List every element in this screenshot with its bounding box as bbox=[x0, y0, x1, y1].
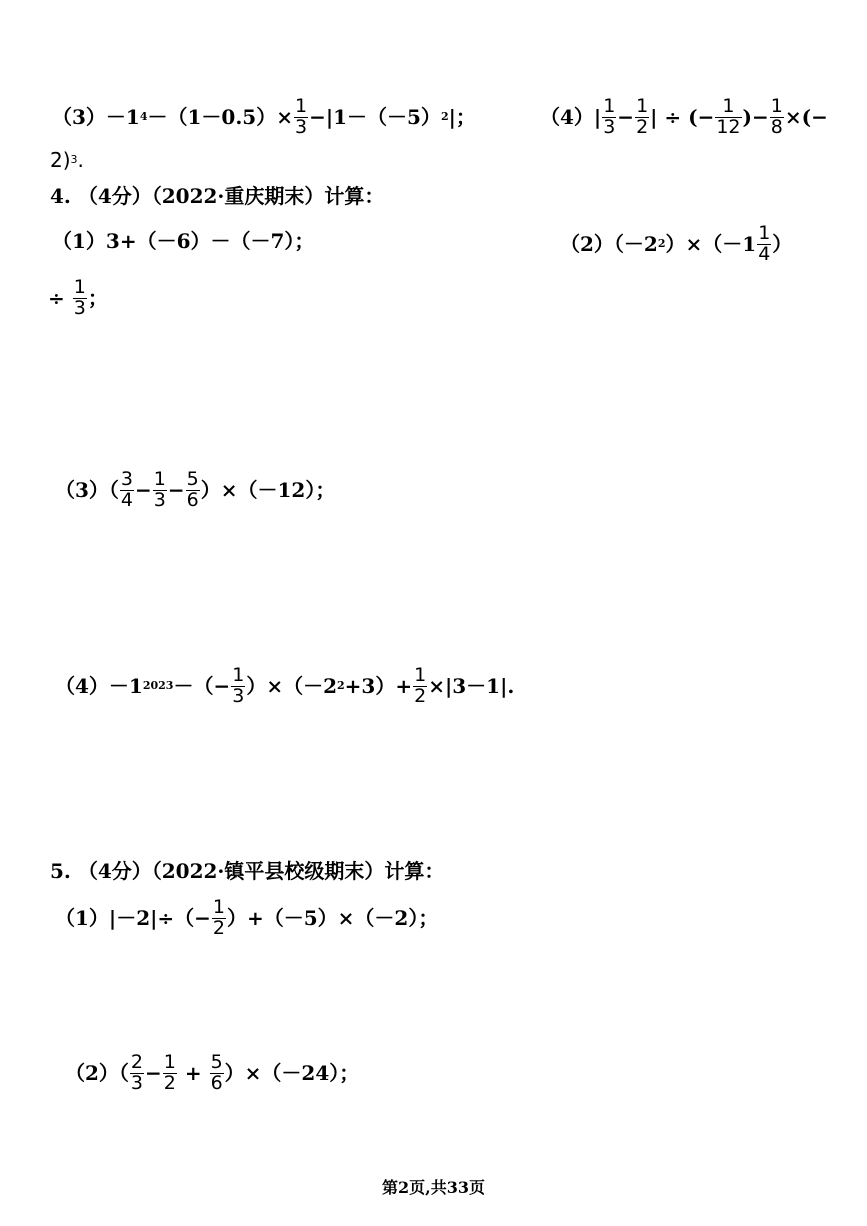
denominator: 4 bbox=[758, 242, 771, 265]
denominator: 2 bbox=[414, 684, 427, 707]
denominator: 6 bbox=[210, 1071, 223, 1094]
fraction bbox=[757, 224, 771, 265]
expr-text: （2）（－2 bbox=[560, 232, 658, 257]
expr-text: （3）（ bbox=[55, 478, 119, 503]
q5-part1-expression bbox=[55, 898, 438, 939]
question-header-text: 5. （4分）（2022·镇平县校级期末）计算： bbox=[50, 859, 445, 883]
numerator: 1 bbox=[603, 95, 616, 117]
expr-text: −|1－（－5） bbox=[309, 105, 441, 130]
numerator: 1 bbox=[163, 1051, 176, 1073]
denominator: 6 bbox=[186, 488, 199, 511]
q5-part2-expression bbox=[65, 1053, 359, 1094]
denominator: 3 bbox=[232, 684, 245, 707]
q3-part3-expression: （3）－1 4 －（1－0.5）× $\frac{1}{3}$ −|1－（－5） 2 |； bbox=[52, 95, 476, 138]
denominator: 2 bbox=[636, 115, 649, 138]
numerator: 2 bbox=[130, 1051, 144, 1073]
numerator: 1 bbox=[636, 95, 649, 117]
denominator: 3 bbox=[294, 115, 308, 138]
denominator: 3 bbox=[153, 488, 166, 511]
fraction bbox=[130, 1053, 144, 1094]
expr-text: . bbox=[77, 148, 84, 172]
expr-text: ）×（－24）； bbox=[224, 1061, 360, 1086]
expr-text: +3）+ bbox=[344, 674, 413, 699]
expr-text: − bbox=[135, 478, 152, 503]
numerator: 1 bbox=[212, 896, 225, 918]
expr-text: （3）－1 bbox=[52, 105, 140, 130]
denominator: 3 bbox=[130, 1071, 144, 1094]
fraction bbox=[715, 97, 741, 138]
numerator: 1 bbox=[153, 468, 166, 490]
expr-text: （2）（ bbox=[65, 1061, 129, 1086]
fraction bbox=[294, 97, 308, 138]
q3-part4-expression bbox=[540, 97, 828, 138]
q4-part4-expression: （4）－1 2023 －（− $\frac{1}{3}$ ）×（－2 2 +3）+ $\frac{1}{2}$ ×|3－1|. bbox=[55, 664, 515, 707]
expr-text: （1）|－2|÷（− bbox=[55, 906, 211, 931]
fraction bbox=[231, 666, 245, 707]
q3-part4-continuation: 2) 3 . bbox=[50, 148, 84, 172]
expr-text: ）×（－12）； bbox=[200, 478, 336, 503]
q4-header bbox=[50, 186, 384, 206]
numerator: 1 bbox=[294, 95, 308, 117]
denominator: 2 bbox=[212, 916, 225, 939]
numerator: 5 bbox=[186, 468, 199, 490]
expr-text: ） bbox=[772, 232, 793, 257]
expr-text: ）+（－5）×（－2）； bbox=[227, 906, 439, 931]
fraction bbox=[770, 97, 784, 138]
denominator: 3 bbox=[73, 296, 86, 319]
numerator: 5 bbox=[210, 1051, 223, 1073]
fraction bbox=[186, 470, 200, 511]
expr-text: ÷ bbox=[48, 286, 72, 311]
question-header-text: 4. （4分）（2022·重庆期末）计算： bbox=[50, 184, 385, 208]
q5-header bbox=[50, 861, 444, 881]
fraction bbox=[163, 1053, 177, 1094]
expr-text: ×|3－1|. bbox=[428, 674, 515, 699]
q4-part3-expression bbox=[55, 470, 335, 511]
numerator: 1 bbox=[232, 664, 245, 686]
expr-text: （4）| bbox=[540, 105, 602, 130]
q4-part2-expression: （2）（－2 2 ）×（－1 $\frac{1}{4}$ ） bbox=[560, 222, 793, 265]
fraction bbox=[73, 278, 87, 319]
q4-part1-expression bbox=[52, 231, 314, 251]
numerator: 1 bbox=[758, 222, 771, 244]
expr-text: | ÷ (− bbox=[650, 105, 715, 130]
fraction bbox=[602, 97, 616, 138]
fraction bbox=[212, 898, 226, 939]
fraction bbox=[210, 1053, 224, 1094]
expr-text: （4）－1 bbox=[55, 674, 143, 699]
expr-text: )− bbox=[742, 105, 769, 130]
expr-text: ×(− bbox=[784, 105, 828, 130]
expr-text: ）×（－1 bbox=[665, 232, 757, 257]
q4-part2-continuation bbox=[48, 278, 108, 319]
denominator: 2 bbox=[163, 1071, 176, 1094]
expr-text: －（− bbox=[173, 674, 231, 699]
numerator: 1 bbox=[414, 664, 427, 686]
denominator: 12 bbox=[716, 115, 741, 138]
expr-text: |； bbox=[448, 105, 476, 130]
expr-text: − bbox=[167, 478, 185, 503]
fraction bbox=[153, 470, 167, 511]
numerator: 3 bbox=[120, 468, 134, 490]
expr-text: ； bbox=[87, 286, 108, 311]
fraction bbox=[120, 470, 134, 511]
denominator: 3 bbox=[603, 115, 616, 138]
numerator: 1 bbox=[73, 276, 86, 298]
fraction bbox=[635, 97, 649, 138]
expr-text: − bbox=[617, 105, 635, 130]
page-number-footer: 第2页,共33页 bbox=[382, 1178, 485, 1197]
expr-text: 2) bbox=[50, 148, 71, 172]
expr-text: ）×（－2 bbox=[246, 674, 338, 699]
numerator: 1 bbox=[770, 95, 783, 117]
expr-text: + bbox=[177, 1061, 209, 1086]
fraction bbox=[413, 666, 427, 707]
expr-text: －（1－0.5）× bbox=[147, 105, 293, 130]
denominator: 4 bbox=[120, 488, 134, 511]
expr-text: （1）3+（－6）－（－7）； bbox=[52, 229, 315, 253]
expr-text: − bbox=[145, 1061, 162, 1086]
denominator: 8 bbox=[770, 115, 783, 138]
numerator: 1 bbox=[722, 95, 735, 117]
